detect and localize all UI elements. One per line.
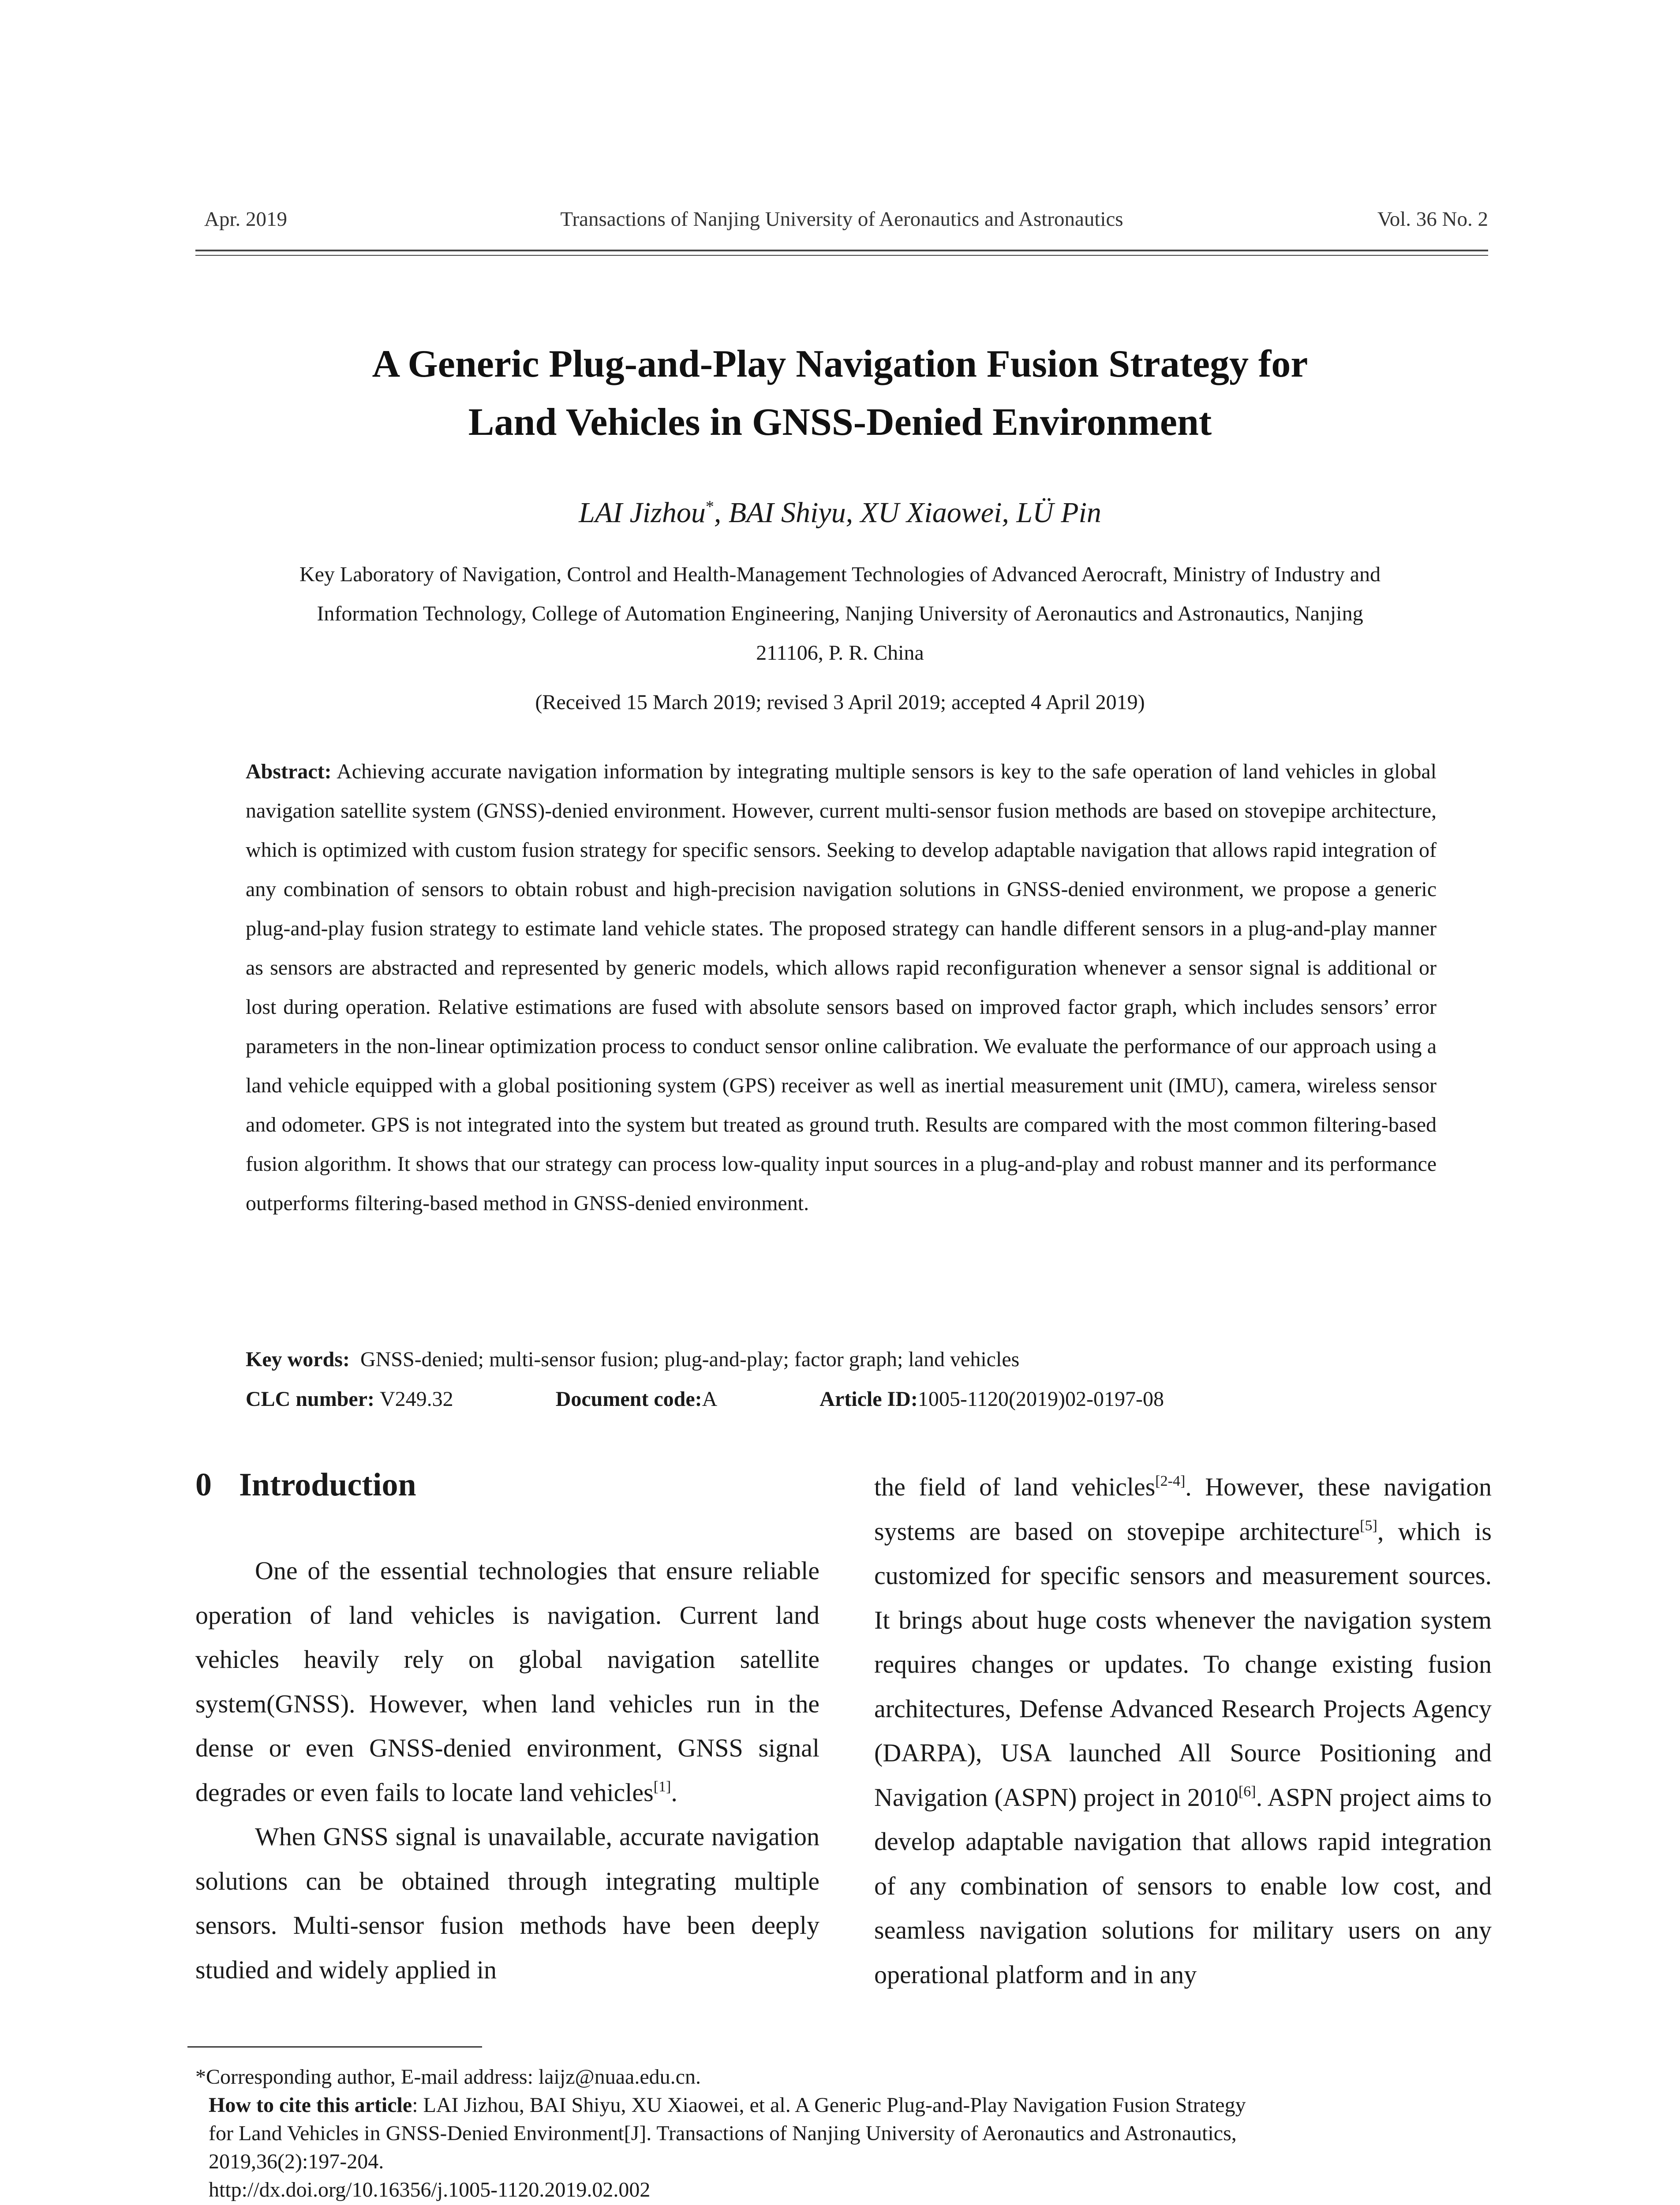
author-list bbox=[176, 496, 1504, 530]
rc-text-3: , which is customized for specific sensors and measurement sources. It brings about huge costs whenever the navigation system requires changes or updates. To change existing fusion architectures, Defense Advanced Research Projects Agency (DARPA), USA launched All Source Positioning and Navigation (ASPN) project in 2010 bbox=[874, 1517, 1492, 1812]
affiliation-line-3: 211106, P. R. China bbox=[756, 641, 924, 665]
keywords-label: Key words: bbox=[246, 1348, 350, 1371]
citation-note-line-2: for Land Vehicles in GNSS-Denied Environment[J]. Transactions of Nanjing University of Aeronautics and Astronautics, bbox=[209, 2122, 1237, 2145]
doi-link[interactable]: http://dx.doi.org/10.16356/j.1005-1120.2019.02.002 bbox=[209, 2178, 651, 2201]
clc-value: V249.32 bbox=[380, 1387, 453, 1411]
left-column bbox=[195, 1549, 819, 1992]
article-id-value: 1005-1120(2019)02-0197-08 bbox=[917, 1387, 1164, 1411]
affiliation-line-2: Information Technology, College of Automation Engineering, Nanjing University of Aeronautics and Astronautics, Nanjing bbox=[317, 602, 1363, 625]
citation-note-line-1 bbox=[195, 2091, 1490, 2119]
footnote-rule bbox=[187, 2046, 482, 2048]
title-line-1: A Generic Plug-and-Play Navigation Fusion Strategy for bbox=[372, 343, 1308, 385]
title-line-2: Land Vehicles in GNSS-Denied Environment bbox=[468, 401, 1212, 444]
citation-note-line-3: 2019,36(2):197-204. bbox=[209, 2150, 384, 2173]
header-rule-thin bbox=[195, 255, 1488, 256]
running-header bbox=[195, 207, 1488, 234]
paper-title bbox=[176, 335, 1504, 452]
rc-text-4: . ASPN project aims to develop adaptable navigation that allows rapid integration of any combination of sensors to enable low cost, and seamless navigation solutions for military users on any operational platform and in any bbox=[874, 1783, 1492, 1989]
intro-paragraph-1 bbox=[195, 1549, 819, 1815]
keywords bbox=[246, 1347, 1437, 1372]
received-dates: (Received 15 March 2019; revised 3 April 2019; accepted 4 April 2019) bbox=[535, 691, 1145, 714]
intro-paragraph-1-text: One of the essential technologies that ensure reliable operation of land vehicles is navigation. Current land vehicles heavily rely on global navigation satellite system(GNSS). However, when land vehicles run in the dense or even GNSS-denied environment, GNSS signal degrades or even fails to locate land vehicles bbox=[195, 1556, 819, 1807]
header-journal: Transactions of Nanjing University of Aeronautics and Astronautics bbox=[560, 208, 1123, 231]
intro-paragraph-2: When GNSS signal is unavailable, accurate navigation solutions can be obtained through integrating multiple sensors. Multi-sensor fusion methods have been deeply studied and widely applied in bbox=[195, 1822, 819, 1984]
section-number: 0 bbox=[195, 1467, 212, 1503]
cite-line-1: : LAI Jizhou, BAI Shiyu, XU Xiaowei, et al. A Generic Plug-and-Play Navigation Fusion Strategy bbox=[412, 2093, 1246, 2117]
article-id-label: Article ID: bbox=[819, 1387, 918, 1411]
section-title: Introduction bbox=[239, 1467, 416, 1503]
section-heading bbox=[195, 1466, 416, 1504]
cite-label: How to cite this article bbox=[209, 2093, 412, 2117]
rc-text-2: . However, these navigation systems are based on stovepipe architecture bbox=[874, 1472, 1492, 1546]
clc-number bbox=[246, 1387, 502, 1411]
intro-paragraph-2-cont bbox=[874, 1465, 1492, 1997]
right-column bbox=[874, 1465, 1492, 1997]
other-authors: , BAI Shiyu, XU Xiaowei, LÜ Pin bbox=[714, 497, 1101, 529]
abstract-text: Achieving accurate navigation information by integrating multiple sensors is key to the safe operation of land vehicles in global navigation satellite system (GNSS)-denied environment. However, current multi-sensor fusion methods are based on stovepipe architecture, which is optimized with custom fusion strategy for specific sensors. Seeking to develop adaptable navigation that allows rapid integration of any combination of sensors to obtain robust and high-precision navigation solutions in GNSS-denied environment, we propose a generic plug-and-play fusion strategy to estimate land vehicle states. The proposed strategy can handle different sensors in a plug-and-play manner as sensors are abstracted and represented by generic models, which allows rapid reconfiguration whenever a sensor signal is additional or lost during operation. Relative estimations are fused with absolute sensors based on improved factor graph, which includes sensors’ error parameters in the non-linear optimization process to conduct sensor online calibration. We evaluate the performance of our approach using a land vehicle equipped with a global positioning system (GPS) receiver as well as inertial measurement unit (IMU), camera, wireless sensor and odometer. GPS is not integrated into the system but treated as ground truth. Results are compared with the most common filtering-based fusion algorithm. It shows that our strategy can process low-quality input sources in a plug-and-play and robust manner and its performance outperforms filtering-based method in GNSS-denied environment. bbox=[246, 760, 1437, 1215]
abstract-label: Abstract: bbox=[246, 760, 332, 783]
header-volume: Vol. 36 No. 2 bbox=[1377, 208, 1488, 231]
header-date: Apr. 2019 bbox=[204, 208, 287, 231]
document-code bbox=[556, 1387, 766, 1411]
classification-line bbox=[246, 1387, 1437, 1411]
citation-ref: [5] bbox=[1360, 1517, 1377, 1534]
intro-paragraph-1-end: . bbox=[671, 1778, 677, 1807]
citation-ref: [6] bbox=[1238, 1783, 1256, 1800]
corresponding-author-note: *Corresponding author, E-mail address: laijz@nuaa.edu.cn. bbox=[195, 2065, 701, 2089]
clc-label: CLC number: bbox=[246, 1387, 375, 1411]
citation-ref: [2-4] bbox=[1155, 1473, 1186, 1489]
affiliation-line-1: Key Laboratory of Navigation, Control and Health-Management Technologies of Advanced Aerocraft, Ministry of Industry and bbox=[299, 563, 1381, 586]
abstract bbox=[246, 752, 1437, 1223]
first-author: LAI Jizhou bbox=[579, 497, 706, 529]
corresponding-mark: * bbox=[705, 497, 714, 516]
affiliation bbox=[190, 555, 1490, 673]
rc-text-1: the field of land vehicles bbox=[874, 1472, 1156, 1501]
doc-code-value: A bbox=[702, 1387, 718, 1411]
keywords-text: GNSS-denied; multi-sensor fusion; plug-and-play; factor graph; land vehicles bbox=[360, 1348, 1020, 1371]
header-rule-thick bbox=[195, 250, 1488, 251]
article-id bbox=[819, 1387, 1212, 1411]
footnotes bbox=[195, 2063, 1490, 2204]
citation-ref: [1] bbox=[653, 1778, 671, 1795]
doc-code-label: Document code: bbox=[555, 1387, 702, 1411]
